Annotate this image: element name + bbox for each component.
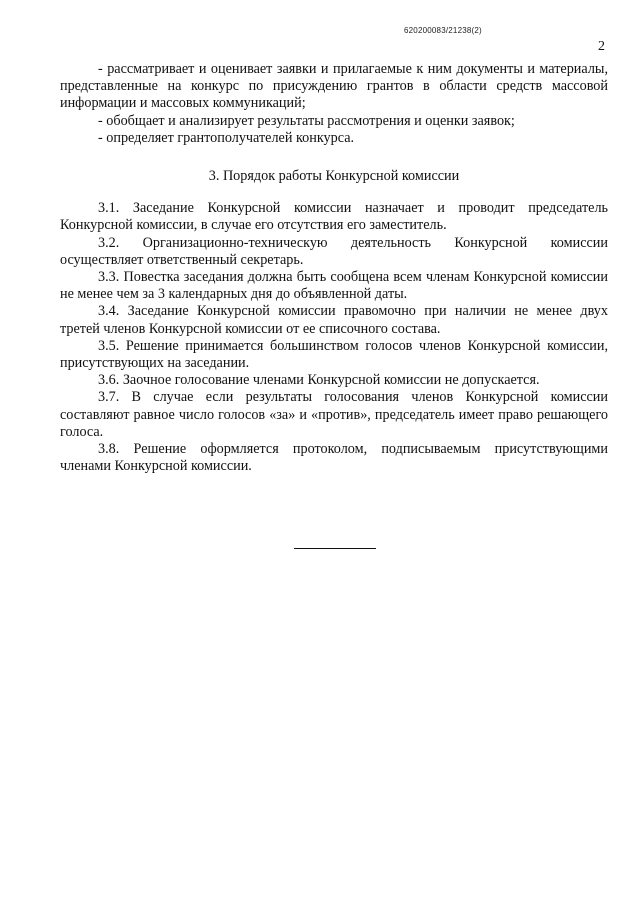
end-divider-line (294, 548, 376, 549)
page-number: 2 (598, 39, 605, 54)
paragraph-3-7: 3.7. В случае если результаты голосования членов Конкурсной комиссии составляют равное число голосов «за» и «против», председатель имеет право решающего голоса. (60, 389, 608, 440)
paragraph-3-4: 3.4. Заседание Конкурсной комиссии правомочно при наличии не менее двух третей членов Конкурсной комиссии от ее списочного состава. (60, 303, 608, 337)
paragraph-3-3: 3.3. Повестка заседания должна быть сообщена всем членам Конкурсной комиссии не менее чем за 3 календарных дня до объявленной даты. (60, 269, 608, 303)
document-body (60, 61, 608, 475)
document-id: 620200083/21238(2) (404, 26, 482, 35)
paragraph-3-5: 3.5. Решение принимается большинством голосов членов Конкурсной комиссии, присутствующих на заседании. (60, 337, 608, 372)
paragraph-3-8: 3.8. Решение оформляется протоколом, подписываемым присутствующими членами Конкурсной комиссии. (60, 441, 608, 475)
list-item: - определяет грантополучателей конкурса. (98, 129, 355, 146)
list-item: - обобщает и анализирует результаты рассмотрения и оценки заявок; (98, 112, 515, 129)
paragraph-3-2: 3.2. Организационно-техническую деятельность Конкурсной комиссии осуществляет ответственный секретарь. (60, 234, 608, 268)
section-heading: 3. Порядок работы Конкурсной комиссии (208, 168, 460, 185)
paragraph-3-1: 3.1. Заседание Конкурсной комиссии назначает и проводит председатель Конкурсной комиссии, в случае его отсутствия его заместитель. (60, 200, 608, 234)
list-item: - рассматривает и оценивает заявки и прилагаемые к ним документы и материалы, представленные на конкурс по присуждению грантов в области средств массовой информации и массовых коммуникаций; (60, 61, 608, 112)
paragraph-3-6: 3.6. Заочное голосование членами Конкурсной комиссии не допускается. (98, 372, 540, 389)
